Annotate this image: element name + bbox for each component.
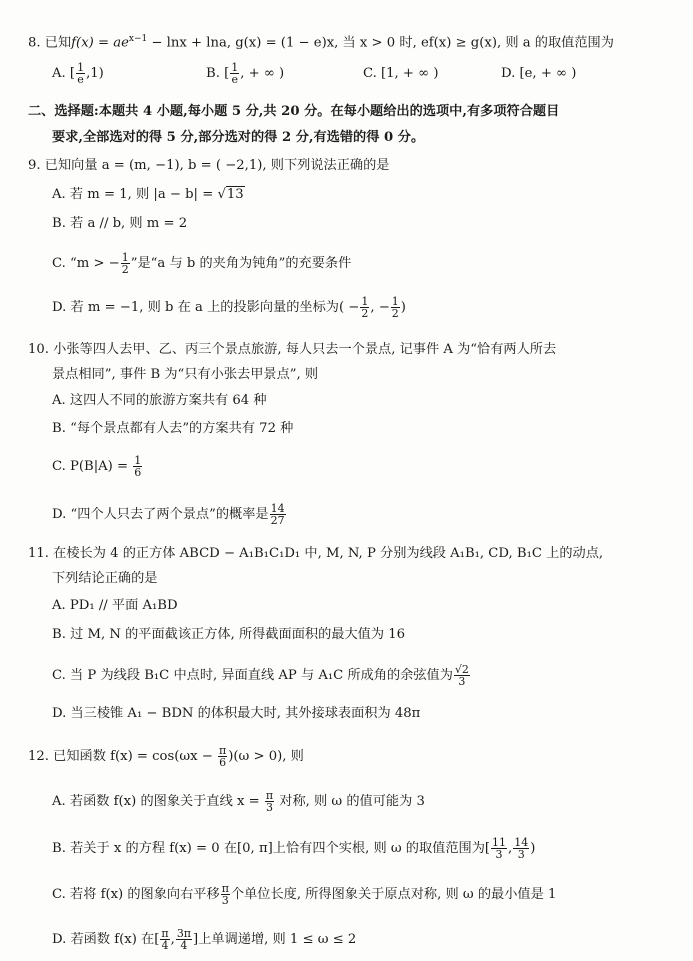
q11-c-den: 3	[458, 675, 466, 688]
q12-d-frac1	[160, 928, 169, 951]
q9-option-b: B. 若 a // b, 则 m = 2	[52, 216, 188, 231]
q11-line1: 11. 在棱长为 4 的正方体 ABCD − A₁B₁C₁D₁ 中, M, N, P 分别为线段 A₁B₁, CD, B₁C 上的动点,	[28, 546, 604, 561]
q12-a-frac	[265, 790, 274, 813]
q12-b-pre: B. 若关于 x 的方程 f(x) = 0 在[0, π]上恰有四个实根, 则 ω 的取值范围为[	[52, 841, 491, 856]
q9-c-num: 1	[121, 251, 129, 264]
q8-stem	[28, 30, 614, 52]
q12-option-c	[52, 883, 556, 906]
q9-d-num2: 1	[391, 295, 399, 308]
section2-line1: 二、选择题:本题共 4 小题,每小题 5 分,共 20 分。在每小题给出的选项中,有多项符合题目	[28, 104, 560, 119]
q12-b-den2: 3	[517, 848, 525, 861]
q12-a-post: 对称, 则 ω 的值可能为 3	[275, 794, 425, 809]
q12-b-den1: 3	[495, 848, 503, 861]
q8-a-den: e	[77, 73, 84, 86]
q9-c-frac	[121, 252, 130, 275]
q12-c-frac	[221, 883, 230, 906]
q9-option-c	[52, 252, 351, 275]
q12-c-pre: C. 若将 f(x) 的图象向右平移	[52, 887, 220, 902]
q8-a-frac	[76, 62, 85, 85]
q8-exponent: x−1	[128, 34, 148, 44]
q9-a-pre: A. 若 m = 1, 则 |a − b| =	[52, 187, 218, 202]
q11-option-b: B. 过 M, N 的平面截该正方体, 所得截面面积的最大值为 16	[52, 627, 405, 642]
q10-option-c	[52, 455, 143, 478]
q8-option-a	[52, 62, 104, 85]
q12-stem-num: π	[219, 744, 227, 757]
q10-d-num: 14	[270, 502, 285, 515]
q11-option-c	[52, 664, 471, 687]
q10-c-frac	[133, 455, 142, 478]
q10-option-d	[52, 503, 287, 526]
q10-c-num: 1	[134, 454, 142, 467]
q10-option-b: B. “每个景点都有人去”的方案共有 72 种	[52, 421, 294, 436]
q8-a-post: ,1)	[86, 66, 104, 81]
q8-number: 8.	[28, 35, 41, 51]
q9-d-frac1	[360, 296, 369, 319]
q12-c-den: 3	[221, 894, 229, 907]
q8-stem-b: f(x) = ae	[71, 35, 129, 51]
q9-a-sqrt: 13	[226, 187, 244, 202]
q10-d-frac	[270, 503, 286, 526]
q10-c-den: 6	[134, 466, 142, 479]
q8-stem-a: 已知	[44, 35, 72, 51]
q9-c-den: 2	[121, 263, 129, 276]
q12-b-num1: 11	[492, 836, 507, 849]
sqrt-sign: √	[217, 187, 226, 202]
q10-line2: 景点相同”, 事件 B 为“只有小张去甲景点”, 则	[52, 367, 319, 382]
q8-b-num: 1	[231, 61, 239, 74]
q9-option-d	[52, 296, 406, 319]
q9-d-post: )	[400, 300, 406, 315]
q10-c-pre: C. P(B|A) =	[52, 459, 133, 474]
q12-b-frac2	[513, 837, 529, 860]
q9-d-den1: 2	[361, 307, 369, 320]
q12-c-num: π	[221, 882, 229, 895]
q10-line1: 10. 小张等四人去甲、乙、丙三个景点旅游, 每人只去一个景点, 记事件 A 为“恰有两人所去	[28, 342, 557, 357]
q9-option-a	[52, 186, 245, 204]
q11-option-d: D. 当三棱锥 A₁ − BDN 的体积最大时, 其外接球表面积为 48π	[52, 706, 421, 721]
q12-d-pre: D. 若函数 f(x) 在[	[52, 932, 160, 947]
q11-option-a: A. PD₁ // 平面 A₁BD	[52, 598, 178, 613]
q8-option-d: D. [e, + ∞ )	[501, 66, 577, 81]
q12-b-mid: ,	[508, 841, 513, 856]
q12-stem-pre: 12. 已知函数 f(x) = cos(ωx −	[28, 749, 218, 764]
q8-a-num: 1	[77, 61, 85, 74]
q8-b-post: , + ∞ )	[240, 66, 285, 81]
q8-option-b	[206, 62, 284, 85]
q10-d-pre: D. “四个人只去了两个景点”的概率是	[52, 507, 269, 522]
q12-stem-frac	[218, 745, 227, 768]
q12-d-frac2	[176, 928, 192, 951]
q12-d-post: ]上单调递增, 则 1 ≤ ω ≤ 2	[193, 932, 357, 947]
q12-d-num1: π	[161, 927, 169, 940]
q9-d-den2: 2	[391, 307, 399, 320]
q9-c-pre: C. “m > −	[52, 256, 120, 271]
q12-a-pre: A. 若函数 f(x) 的图象关于直线 x =	[52, 794, 264, 809]
q12-option-a	[52, 790, 425, 813]
q9-d-pre: D. 若 m = −1, 则 b 在 a 上的投影向量的坐标为( −	[52, 300, 360, 315]
q12-d-num2: 3π	[176, 927, 192, 940]
q11-line2: 下列结论正确的是	[52, 571, 158, 586]
section2-line2: 要求,全部选对的得 5 分,部分选对的得 2 分,有选错的得 0 分。	[52, 130, 425, 145]
q12-d-den1: 4	[161, 939, 169, 952]
q8-stem-c: − lnx + lna, g(x) = (1 − e)x, 当 x > 0 时, ef(x) ≥ g(x), 则 a 的取值范围为	[147, 35, 614, 51]
q11-c-frac	[454, 664, 470, 687]
q12-b-num2: 14	[514, 836, 529, 849]
q9-stem: 9. 已知向量 a = (m, −1), b = ( −2,1), 则下列说法正确的是	[28, 158, 390, 173]
q9-c-post: ”是“a 与 b 的夹角为钝角”的充要条件	[130, 256, 352, 271]
q12-option-b	[52, 837, 535, 860]
q12-c-post: 个单位长度, 所得图象关于原点对称, 则 ω 的最小值是 1	[230, 887, 557, 902]
q10-option-a: A. 这四人不同的旅游方案共有 64 种	[52, 393, 267, 408]
q8-b-den: e	[231, 73, 238, 86]
q11-c-num: √2	[454, 663, 469, 676]
q8-b-pre: B. [	[206, 66, 230, 81]
q12-b-frac1	[491, 837, 507, 860]
q8-option-c: C. [1, + ∞ )	[363, 66, 439, 81]
q12-a-den: 3	[265, 801, 273, 814]
q10-d-den: 27	[270, 514, 285, 527]
q8-b-frac	[230, 62, 239, 85]
q8-a-pre: A. [	[52, 66, 76, 81]
q12-d-den2: 4	[180, 939, 188, 952]
q9-d-frac2	[391, 296, 400, 319]
q12-option-d	[52, 928, 356, 951]
q12-stem	[28, 745, 304, 768]
q12-a-num: π	[265, 789, 274, 802]
q12-d-mid: ,	[170, 932, 175, 947]
q12-stem-den: 6	[219, 756, 227, 769]
q12-b-post: )	[530, 841, 536, 856]
q9-d-mid: , −	[370, 300, 390, 315]
q11-c-pre: C. 当 P 为线段 B₁C 中点时, 异面直线 AP 与 A₁C 所成角的余弦值为	[52, 668, 453, 683]
q9-d-num1: 1	[361, 295, 369, 308]
q12-stem-post: )(ω > 0), 则	[228, 749, 304, 764]
